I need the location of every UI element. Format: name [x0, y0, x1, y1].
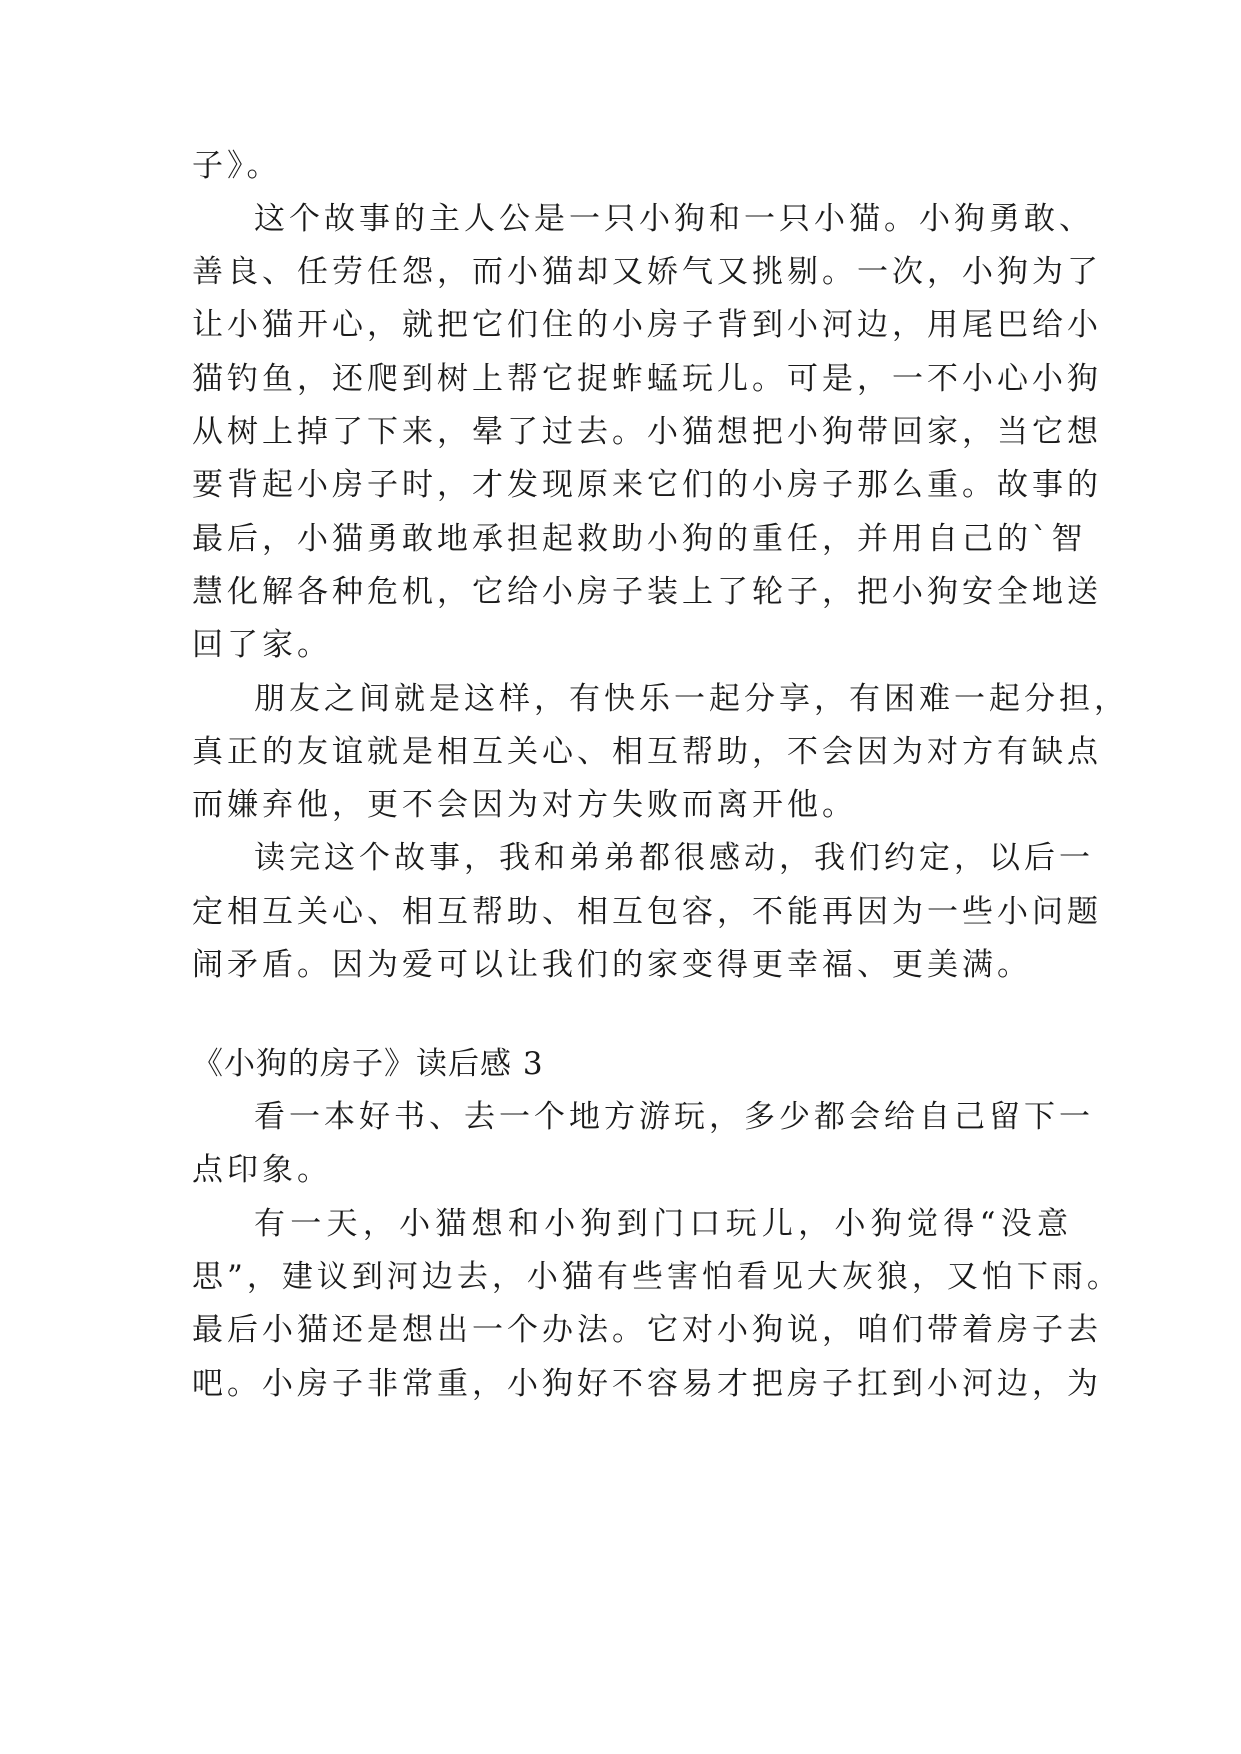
paragraph-line: 读完这个故事，我和弟弟都很感动，我们约定，以后一 [254, 840, 1094, 876]
paragraph-line: 最后小猫还是想出一个办法。它对小狗说，咱们带着房子去 [192, 1312, 1102, 1348]
paragraph-line: 让小猫开心，就把它们住的小房子背到小河边，用尾巴给小 [192, 307, 1102, 343]
paragraph-line: 有一天，小猫想和小狗到门口玩儿，小狗觉得“没意 [254, 1206, 1072, 1242]
paragraph-line: 子》。 [192, 148, 282, 184]
paragraph-line: 要背起小房子时，才发现原来它们的小房子那么重。故事的 [192, 467, 1102, 503]
paragraph-line: 从树上掉了下来，晕了过去。小猫想把小狗带回家，当它想 [192, 414, 1102, 450]
paragraph-line: 吧。小房子非常重，小狗好不容易才把房子扛到小河边，为 [192, 1366, 1102, 1402]
paragraph-line: 慧化解各种危机，它给小房子装上了轮子，把小狗安全地送 [192, 574, 1102, 610]
paragraph-line: 最后，小猫勇敢地承担起救助小狗的重任，并用自己的`智 [192, 521, 1087, 557]
paragraph-line: 定相互关心、相互帮助、相互包容，不能再因为一些小问题 [192, 894, 1102, 930]
paragraph-line: 而嫌弃他，更不会因为对方失败而离开他。 [192, 787, 857, 823]
paragraph-line: 看一本好书、去一个地方游玩，多少都会给自己留下一 [254, 1099, 1094, 1135]
paragraph-line: 真正的友谊就是相互关心、相互帮助，不会因为对方有缺点 [192, 734, 1102, 770]
paragraph-line: 这个故事的主人公是一只小狗和一只小猫。小狗勇敢、 [254, 201, 1094, 237]
paragraph-line: 猫钓鱼，还爬到树上帮它捉蚱蜢玩儿。可是，一不小心小狗 [192, 361, 1102, 397]
paragraph-line: 回了家。 [192, 627, 332, 663]
paragraph-line: 朋友之间就是这样，有快乐一起分享，有困难一起分担， [254, 681, 1129, 717]
paragraph-line: 闹矛盾。因为爱可以让我们的家变得更幸福、更美满。 [192, 947, 1032, 983]
section-heading: 《小狗的房子》读后感 3 [192, 1046, 544, 1082]
paragraph-line: 思”，建议到河边去，小猫有些害怕看见大灰狼，又怕下雨。 [192, 1259, 1122, 1295]
paragraph-line: 善良、任劳任怨，而小猫却又娇气又挑剔。一次，小狗为了 [192, 254, 1102, 290]
paragraph-line: 点印象。 [192, 1152, 332, 1188]
